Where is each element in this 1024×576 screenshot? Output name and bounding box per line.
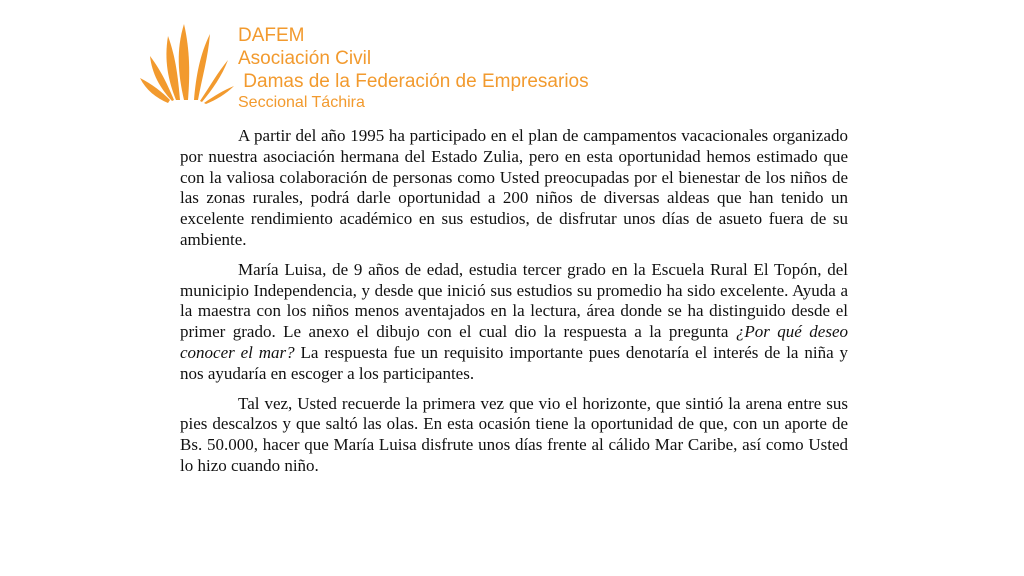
paragraph-3: Tal vez, Usted recuerde la primera vez que vio el horizonte, que sintió la arena entre sus pies descalzos y que saltó las olas. En esta ocasión tiene la oportunidad de que, con un aporte de Bs. 50.000, hacer que María Luisa disfrute unos días frente al cálido Mar Caribe, así como Usted lo hizo cuando niño. bbox=[180, 393, 848, 475]
paragraph-2-text-b: La respuesta fue un requisito importante pues denotaría el interés de la niña y nos ayudaría en escoger a los participantes. bbox=[180, 342, 848, 383]
letter-body bbox=[180, 126, 848, 486]
org-type: Asociación Civil bbox=[238, 48, 372, 69]
paragraph-2-text-a: María Luisa, de 9 años de edad, estudia tercer grado en la Escuela Rural El Topón, del municipio Independencia, y desde que inició sus estudios su promedio ha sido excelente. Ayuda a la maestra con los niños menos aventajados en la lectura, área donde se ha distinguido desde el primer grado. Le anexo el dibujo con el cual dio la respuesta a la pregunta bbox=[180, 259, 848, 342]
org-section: Seccional Táchira bbox=[238, 94, 365, 111]
question-text: ¿Por qué deseo conocer el mar? bbox=[180, 322, 848, 362]
paragraph-2 bbox=[180, 260, 848, 385]
sunburst-leaves-icon bbox=[138, 16, 238, 106]
organization-header bbox=[238, 24, 589, 113]
org-acronym: DAFEM bbox=[238, 25, 305, 46]
paragraph-1: A partir del año 1995 ha participado en el plan de campamentos vacacionales organizado por nuestra asociación hermana del Estado Zulia, pero en esta oportunidad hemos estimado que con la valiosa colaboración de personas como Usted preocupadas por el bienestar de los niños de las zonas rurales, podrá darle oportunidad a 200 niños de diversas aldeas que han tenido un excelente rendimiento académico en sus estudios, de disfrutar unos días de asueto fuera de su ambiente. bbox=[180, 126, 848, 249]
org-full-name: Damas de la Federación de Empresarios bbox=[238, 71, 589, 92]
